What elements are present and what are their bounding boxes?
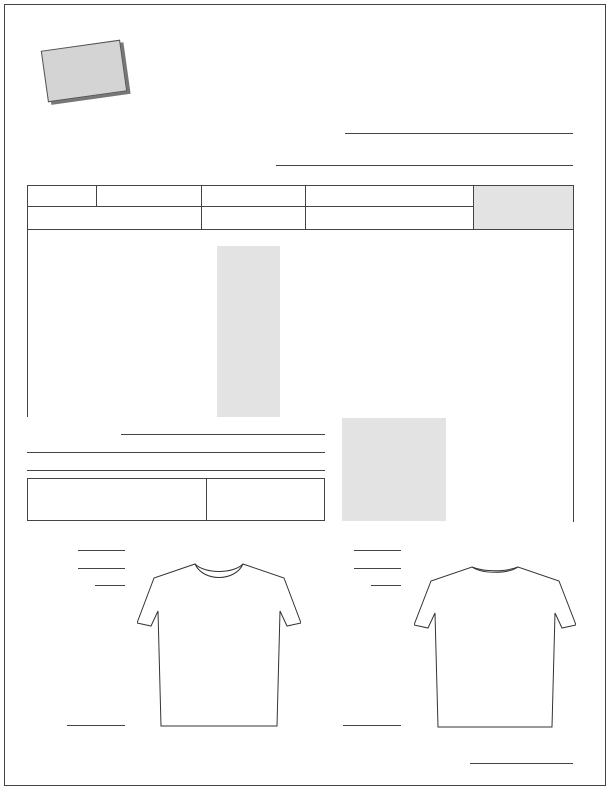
- rule: [27, 206, 473, 207]
- rule: [201, 185, 202, 229]
- rule: [96, 185, 97, 206]
- signature-line[interactable]: [470, 763, 573, 764]
- back-tshirt-outline: [414, 565, 576, 729]
- fees-label-shade: [342, 418, 446, 521]
- logo-line-2: [49, 66, 118, 76]
- front-tshirt-outline: [137, 562, 301, 728]
- back-ink-line[interactable]: [343, 725, 401, 726]
- approval-box: [27, 478, 325, 521]
- rule: [573, 185, 574, 522]
- special-instructions-line-2[interactable]: [27, 452, 325, 453]
- special-instructions-line-3[interactable]: [27, 470, 325, 471]
- front-what-line[interactable]: [95, 585, 125, 586]
- rule: [473, 185, 474, 229]
- rule: [27, 185, 573, 186]
- back-what-line[interactable]: [371, 585, 401, 586]
- rule: [27, 229, 573, 230]
- in-hands-shade: [473, 185, 573, 229]
- rule: [305, 185, 306, 229]
- sold-to-line-1[interactable]: [345, 133, 573, 134]
- back-lettering-line-1[interactable]: [354, 550, 401, 551]
- logo-line-1: [49, 66, 118, 76]
- company-logo: [41, 40, 127, 103]
- rule: [27, 185, 28, 417]
- back-lettering-line-2[interactable]: [354, 568, 401, 569]
- logo-line-3: [49, 66, 118, 76]
- sold-to-line-2[interactable]: [276, 165, 573, 166]
- front-lettering-line-1[interactable]: [78, 550, 125, 551]
- special-instructions-line-1[interactable]: [121, 434, 325, 435]
- youth-column-shade: [217, 246, 280, 417]
- front-lettering-line-2[interactable]: [78, 568, 125, 569]
- front-ink-line[interactable]: [67, 725, 125, 726]
- rule: [206, 478, 207, 521]
